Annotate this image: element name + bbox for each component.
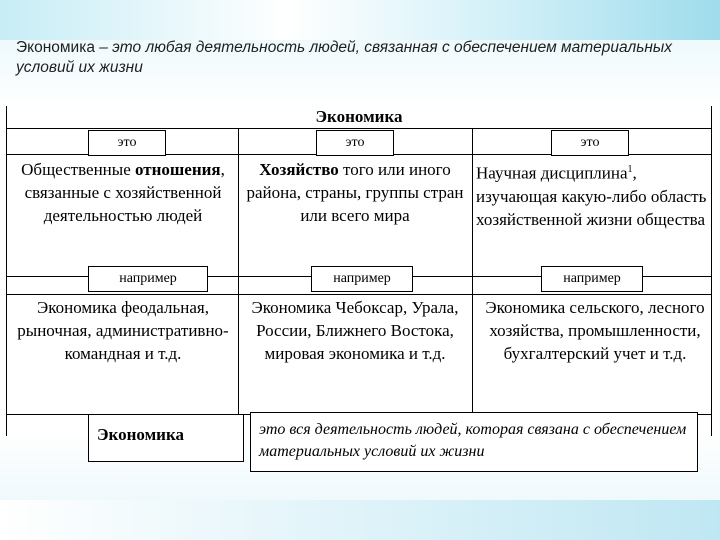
definition-3-term: Научная дисциплина (476, 163, 628, 183)
definition-1 (10, 158, 236, 227)
example-1: Экономика феодальная, рыночная, административно-командная и т.д. (17, 298, 229, 363)
example-row-rule-bottom (6, 294, 712, 295)
tag-example-3: например (541, 266, 643, 292)
heading-definition: – это любая деятельность людей, связанная с обеспечением материальных условий их жизни (16, 39, 673, 76)
definition-1-term: отношения (135, 160, 221, 179)
right-border (711, 106, 712, 436)
bottom-term-box (88, 414, 244, 462)
left-border (6, 106, 7, 436)
decorative-wave-top (0, 0, 720, 40)
definition-3 (476, 158, 708, 231)
tag-eto-1: это (88, 130, 166, 156)
tag-example-1: например (88, 266, 208, 292)
bottom-definition-box (250, 412, 698, 472)
tag-eto-3: это (551, 130, 629, 156)
example-3: Экономика сельского, лесного хозяйства, промышленности, бухгалтерский учет и т.д. (485, 298, 705, 363)
column-divider-2 (472, 128, 473, 414)
definition-2-text: того или иного района, страны, группы стран или всего мира (246, 160, 464, 225)
bottom-term: Экономика (97, 425, 184, 444)
definition-1-text-b: , связанные с хозяйственной деятельностью людей (24, 160, 225, 225)
title-rule (6, 128, 712, 129)
decorative-wave-bottom (0, 500, 720, 540)
definition-2 (242, 158, 468, 227)
bottom-definition: это вся деятельность людей, которая связана с обеспечением материальных условий их жизни (259, 421, 687, 460)
column-divider-1 (238, 128, 239, 414)
heading-term: Экономика (16, 39, 95, 56)
diagram-title: Экономика (315, 107, 403, 126)
definition-3-text: , изучающая какую-либо область хозяйственной жизни общества (476, 163, 707, 229)
definition-1-text-a: Общественные (21, 160, 135, 179)
slide-heading (16, 38, 696, 78)
definition-2-term: Хозяйство (259, 160, 339, 179)
definition-3-footnote: 1 (627, 164, 633, 175)
example-2: Экономика Чебоксар, Урала, России, Ближнего Востока, мировая экономика и т.д. (251, 298, 459, 363)
tag-eto-2: это (316, 130, 394, 156)
tag-example-2: например (311, 266, 413, 292)
